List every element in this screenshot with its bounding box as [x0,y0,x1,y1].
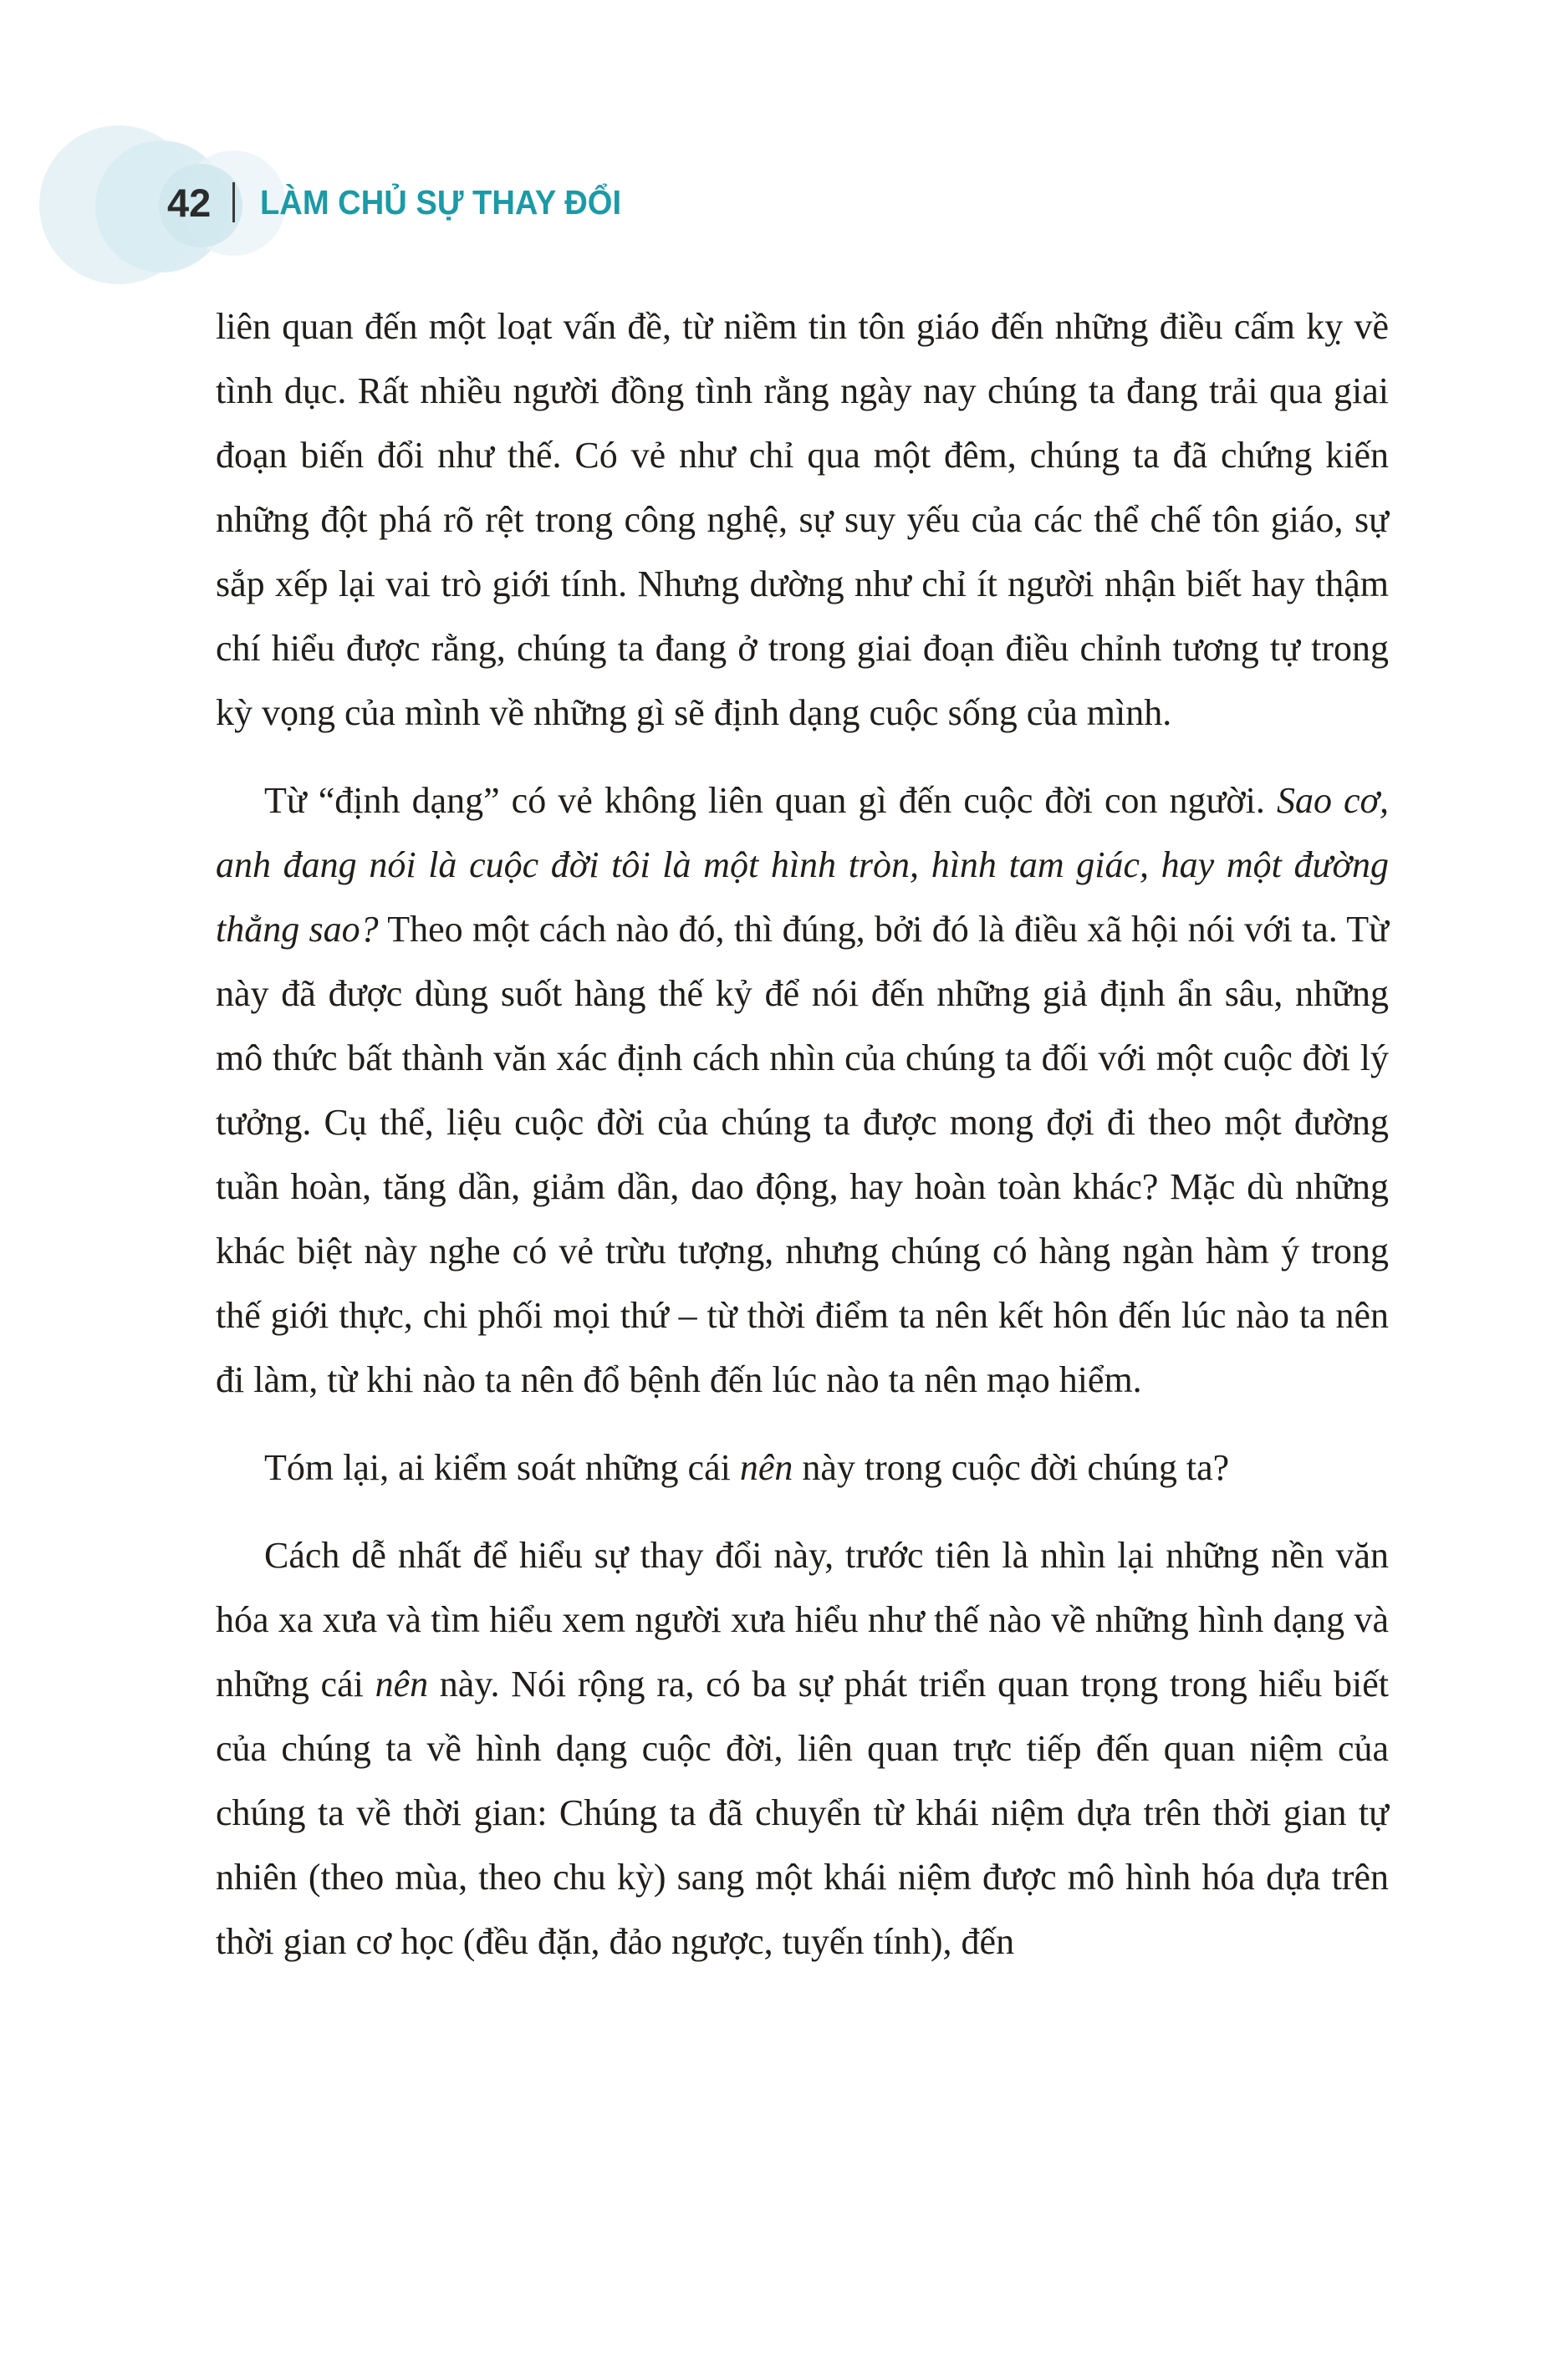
text-segment: Tóm lại, ai kiểm soát những cái [264,1447,740,1488]
italic-text-segment: nên [375,1664,429,1705]
book-title: LÀM CHỦ SỰ THAY ĐỔI [260,182,622,222]
text-segment: Cách dễ nhất để hiểu sự thay đổi này, trước tiên là nhìn lại những nền văn hóa xa xưa và tìm hiểu xem người xưa hiểu như thế nào về những hình dạng và những cái [216,1535,1389,1705]
page-body-text [216,294,1389,1997]
italic-text-segment: Sao cơ, anh đang nói là cuộc đời tôi là một hình tròn, hình tam giác, hay một đường thẳng sao? [216,780,1389,950]
text-segment: Theo một cách nào đó, thì đúng, bởi đó là điều xã hội nói với ta. Từ này đã được dùng suốt hàng thế kỷ để nói đến những giả định ẩn sâu, những mô thức bất thành văn xác định cách nhìn của chúng ta đối với một cuộc đời lý tưởng. Cụ thể, liệu cuộc đời của chúng ta được mong đợi đi theo một đường tuần hoàn, tăng dần, giảm dần, dao động, hay hoàn toàn khác? Mặc dù những khác biệt này nghe có vẻ trừu tượng, nhưng chúng có hàng ngàn hàm ý trong thế giới thực, chi phối mọi thứ – từ thời điểm ta nên kết hôn đến lúc nào ta nên đi làm, từ khi nào ta nên đổ bệnh đến lúc nào ta nên mạo hiểm. [216,909,1390,1400]
text-segment: này. Nói rộng ra, có ba sự phát triển quan trọng trong hiểu biết của chúng ta về hình dạng cuộc đời, liên quan trực tiếp đến quan niệm của chúng ta về thời gian: Chúng ta đã chuyển từ khái niệm dựa trên thời gian tự nhiên (theo mùa, theo chu kỳ) sang một khái niệm được mô hình hóa dựa trên thời gian cơ học (đều đặn, đảo ngược, tuyến tính), đến [216,1664,1389,1962]
body-paragraph [216,294,1389,745]
body-paragraph [216,768,1389,1412]
text-segment: Từ “định dạng” có vẻ không liên quan gì đến cuộc đời con người. [264,780,1277,821]
running-header [167,180,649,225]
text-segment: liên quan đến một loạt vấn đề, từ niềm tin tôn giáo đến những điều cấm kỵ về tình dục. Rất nhiều người đồng tình rằng ngày nay chúng ta đang trải qua giai đoạn biến đổi như thế. Có vẻ như chỉ qua một đêm, chúng ta đã chứng kiến những đột phá rõ rệt trong công nghệ, sự suy yếu của các thể chế tôn giáo, sự sắp xếp lại vai trò giới tính. Nhưng dường như chỉ ít người nhận biết hay thậm chí hiểu được rằng, chúng ta đang ở trong giai đoạn điều chỉnh tương tự trong kỳ vọng của mình về những gì sẽ định dạng cuộc sống của mình. [216,306,1389,733]
page-number: 42 [167,180,212,225]
italic-text-segment: nên [739,1447,793,1488]
body-paragraph [216,1523,1389,1974]
header-separator [232,182,235,222]
text-segment: này trong cuộc đời chúng ta? [793,1447,1230,1488]
body-paragraph [216,1435,1389,1500]
